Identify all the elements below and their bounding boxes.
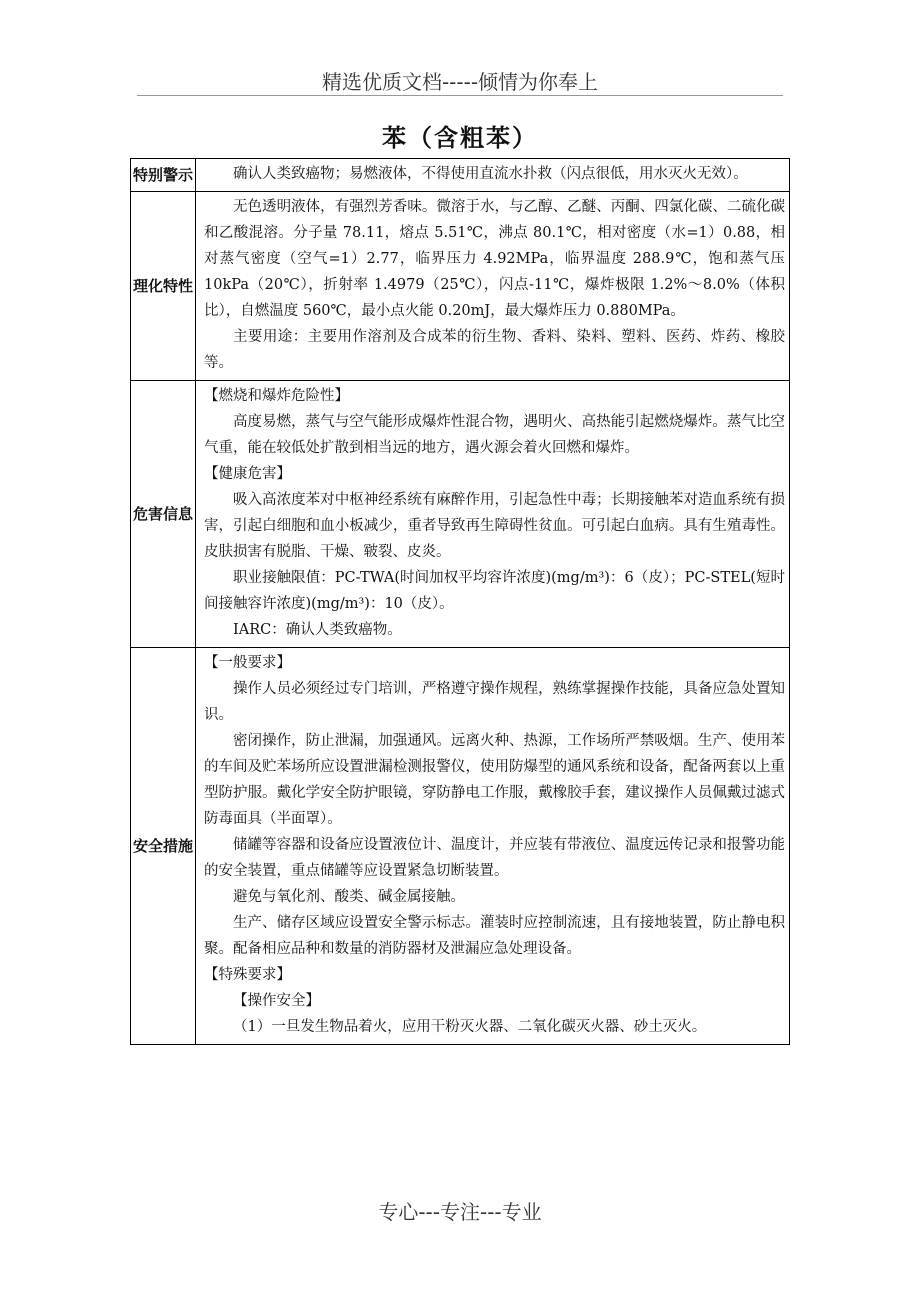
content-safety [196, 648, 790, 1045]
content-warning [196, 159, 790, 192]
row-properties [131, 192, 790, 381]
row-warning [131, 159, 790, 192]
fire-heading: 【燃烧和爆炸危险性】 [204, 388, 349, 404]
safety-para: 避免与氧化剂、酸类、碱金属接触。 [233, 889, 465, 905]
health-heading: 【健康危害】 [204, 466, 291, 482]
page-footer: 专心---专注---专业 [378, 1200, 542, 1224]
page-header: 精选优质文档-----倾情为你奉上 [321, 70, 599, 94]
msds-table [130, 158, 790, 1045]
fire-text: 高度易燃，蒸气与空气能形成爆炸性混合物，遇明火、高热能引起燃烧爆炸。蒸气比空气重，能在较低处扩散到相当远的地方，遇火源会着火回燃和爆炸。 [204, 414, 785, 456]
operation-heading: 【操作安全】 [233, 993, 320, 1009]
label-warning: 特别警示 [131, 159, 196, 192]
exposure-limit-text: 职业接触限值：PC-TWA(时间加权平均容许浓度)(mg/m³)：6（皮）；PC-STEL(短时间接触容许浓度)(mg/m³)：10（皮）。 [204, 570, 785, 612]
safety-item-1: （1）一旦发生物品着火，应用干粉灭火器、二氧化碳灭火器、砂土灭火。 [233, 1019, 707, 1035]
properties-text: 无色透明液体，有强烈芳香味。微溶于水，与乙醇、乙醚、丙酮、四氯化碳、二硫化碳和乙酸混溶。分子量 78.11，熔点 5.51℃，沸点 80.1℃，相对密度（水=1）0.88，相对蒸气密度（空气=1）2.77，临界压力 4.92MPa，临界温度 288.9℃，饱和蒸气压 10kPa（20℃），折射率 1.4979（25℃），闪点-11℃，爆炸极限 1.2%～8.0%（体积比），自燃温度 560℃，最小点火能 0.20mJ，最大爆炸压力 0.880MPa。 [204, 199, 785, 319]
iarc-text: IARC：确认人类致癌物。 [233, 622, 402, 638]
content-hazards [196, 381, 790, 648]
row-hazards [131, 381, 790, 648]
label-safety: 安全措施 [131, 648, 196, 1045]
document-title: 苯（含粗苯） [382, 124, 538, 152]
header-divider [137, 95, 783, 96]
safety-para: 操作人员必须经过专门培训，严格遵守操作规程，熟练掌握操作技能，具备应急处置知识。 [204, 681, 785, 723]
content-properties [196, 192, 790, 381]
label-properties: 理化特性 [131, 192, 196, 381]
warning-text: 确认人类致癌物；易燃液体，不得使用直流水扑救（闪点很低，用水灭火无效）。 [233, 166, 748, 182]
label-hazards: 危害信息 [131, 381, 196, 648]
health-text: 吸入高浓度苯对中枢神经系统有麻醉作用，引起急性中毒；长期接触苯对造血系统有损害，引起白细胞和血小板减少，重者导致再生障碍性贫血。可引起白血病。具有生殖毒性。皮肤损害有脱脂、干燥、皲裂、皮炎。 [204, 492, 785, 560]
safety-para: 储罐等容器和设备应设置液位计、温度计，并应装有带液位、温度远传记录和报警功能的安全装置，重点储罐等应设置紧急切断装置。 [204, 837, 785, 879]
safety-para: 密闭操作，防止泄漏，加强通风。远离火种、热源，工作场所严禁吸烟。生产、使用苯的车间及贮苯场所应设置泄漏检测报警仪，使用防爆型的通风系统和设备，配备两套以上重型防护服。戴化学安全防护眼镜，穿防静电工作服，戴橡胶手套，建议操作人员佩戴过滤式防毒面具（半面罩）。 [204, 733, 785, 827]
safety-para: 生产、储存区域应设置安全警示标志。灌装时应控制流速，且有接地装置，防止静电积聚。配备相应品种和数量的消防器材及泄漏应急处理设备。 [204, 915, 785, 957]
row-safety [131, 648, 790, 1045]
properties-usage: 主要用途：主要用作溶剂及合成苯的衍生物、香料、染料、塑料、医药、炸药、橡胶等。 [204, 329, 785, 371]
general-heading: 【一般要求】 [204, 655, 291, 671]
special-heading: 【特殊要求】 [204, 967, 291, 983]
